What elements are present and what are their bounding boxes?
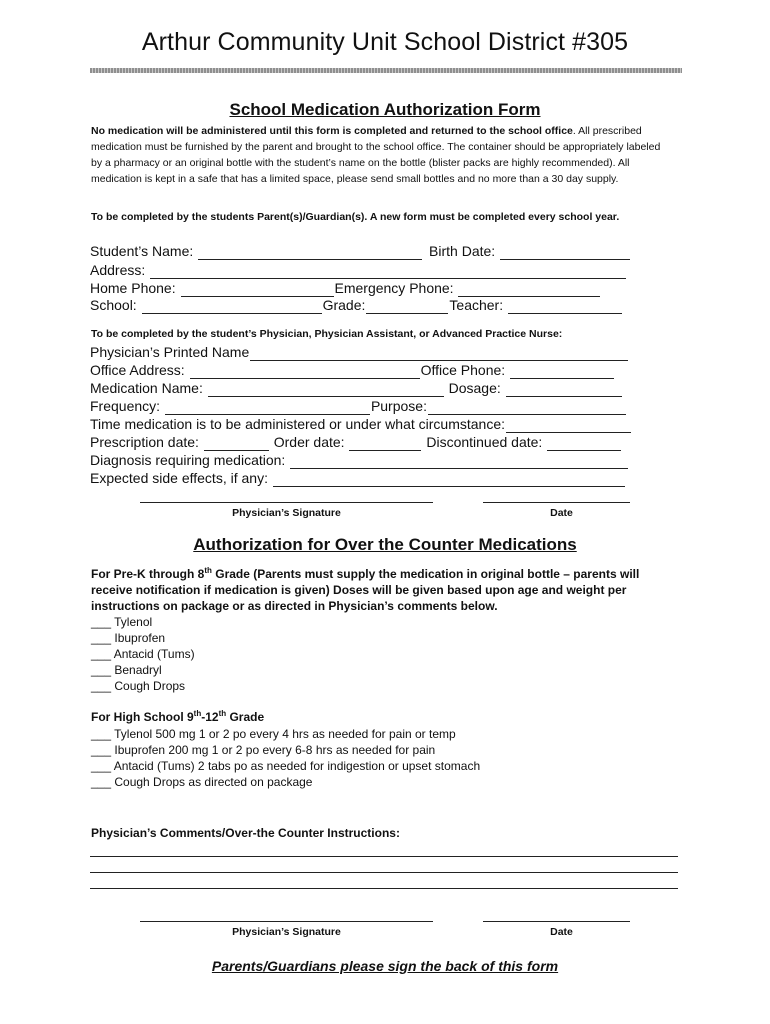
hs-item-ibuprofen[interactable]: ___ Ibuprofen 200 mg 1 or 2 po every 6-8 hrs as needed for pain: [91, 743, 436, 757]
prek-sup: th: [204, 566, 212, 575]
medication-row: [90, 379, 630, 397]
dates-row: [90, 433, 630, 451]
otc-item-cough-drops[interactable]: ___ Cough Drops: [91, 679, 186, 693]
frequency-row: [90, 397, 630, 415]
home-phone-field[interactable]: [181, 282, 334, 297]
side-effects-row: [90, 469, 630, 487]
teacher-label: Teacher:: [449, 297, 504, 313]
address-label: Address:: [90, 262, 146, 278]
comments-line[interactable]: [90, 888, 678, 889]
time-admin-field[interactable]: [506, 418, 631, 433]
office-phone-field[interactable]: [510, 364, 614, 379]
physician-name-field[interactable]: [250, 346, 628, 361]
form-title: School Medication Authorization Form: [229, 100, 541, 119]
footer-note: Parents/Guardians please sign the back of this form: [211, 958, 559, 974]
address-field[interactable]: [150, 264, 626, 279]
dosage-field[interactable]: [506, 382, 622, 397]
student-name-label: Student’s Name:: [90, 243, 194, 259]
otc-item-antacid[interactable]: ___ Antacid (Tums): [91, 647, 195, 661]
otc-signature-label: Physician’s Signature: [232, 926, 341, 938]
side-effects-label: Expected side effects, if any:: [90, 470, 268, 486]
school-field[interactable]: [142, 299, 322, 314]
diagnosis-label: Diagnosis requiring medication:: [90, 452, 286, 468]
student-name-field[interactable]: [198, 245, 422, 260]
prescription-date-label: Prescription date:: [90, 434, 199, 450]
physician-instruction: To be completed by the student’s Physician, Physician Assistant, or Advanced Practice Nurse:: [91, 328, 563, 340]
prek-pre: For Pre-K through 8: [91, 567, 205, 581]
grade-field[interactable]: [366, 299, 448, 314]
emergency-phone-field[interactable]: [458, 282, 600, 297]
physician-signature-line[interactable]: [140, 502, 433, 503]
intro-bold-text: No medication will be administered until this form is completed and returned to the school office: [91, 125, 573, 137]
hs-pre: For High School 9: [91, 710, 194, 724]
otc-item-ibuprofen[interactable]: ___ Ibuprofen: [91, 631, 166, 645]
medication-name-label: Medication Name:: [90, 380, 203, 396]
time-admin-label: Time medication is to be administered or under what circumstance:: [90, 416, 505, 432]
school-row: [90, 296, 630, 314]
hs-mid: -12: [201, 710, 219, 724]
district-title: Arthur Community Unit School District #305: [141, 28, 629, 56]
dosage-label: Dosage:: [448, 380, 501, 396]
hs-sup1: th: [193, 709, 202, 718]
discontinued-date-label: Discontinued date:: [426, 434, 543, 450]
otc-date-label: Date: [550, 926, 573, 938]
hs-post: Grade: [226, 710, 265, 724]
physician-name-row: [90, 343, 630, 361]
comments-heading: Physician’s Comments/Over-the Counter Instructions:: [91, 826, 400, 840]
office-phone-label: Office Phone:: [420, 362, 506, 378]
school-label: School:: [90, 297, 137, 313]
teacher-field[interactable]: [508, 299, 622, 314]
side-effects-field[interactable]: [273, 472, 625, 487]
office-address-label: Office Address:: [90, 362, 185, 378]
address-row: [90, 261, 630, 279]
frequency-field[interactable]: [165, 400, 370, 415]
hs-item-antacid[interactable]: ___ Antacid (Tums) 2 tabs po as needed for indigestion or upset stomach: [91, 759, 481, 773]
grade-label: Grade:: [322, 297, 366, 313]
otc-item-tylenol[interactable]: ___ Tylenol: [91, 615, 153, 629]
home-phone-label: Home Phone:: [90, 280, 176, 296]
otc-item-benadryl[interactable]: ___ Benadryl: [91, 663, 162, 677]
prek-post: Grade (Parents must supply the medication in original bottle – parents will receive notification if medication is given) Doses will be given based upon age and weight per instructions on package or as directed in Physician’s comments below.: [91, 567, 640, 613]
intro-rest-text: . All prescribed medication must be furnished by the parent and brought to the school office. The container should be appropriately labeled by a pharmacy or an original bottle with the student’s name on the bottle (blister packs are highly recommended). All medication is kept in a safe that has a limited space, please send small bottles and no more than a 30 day supply.: [91, 125, 661, 185]
physician-date-label: Date: [550, 507, 573, 519]
diagnosis-row: [90, 451, 630, 469]
hs-sup2: th: [218, 709, 227, 718]
otc-signature-line[interactable]: [140, 921, 433, 922]
physician-signature-label: Physician’s Signature: [232, 507, 341, 519]
phone-row: [90, 279, 630, 297]
prek-instructions: [91, 566, 681, 614]
time-admin-row: [90, 415, 630, 433]
birth-date-field[interactable]: [500, 245, 630, 260]
order-date-label: Order date:: [273, 434, 345, 450]
frequency-label: Frequency:: [90, 398, 161, 414]
comments-line[interactable]: [90, 856, 678, 857]
emergency-phone-label: Emergency Phone:: [334, 280, 454, 296]
physician-date-line[interactable]: [483, 502, 630, 503]
high-school-heading: [91, 710, 264, 724]
office-address-field[interactable]: [190, 364, 420, 379]
intro-paragraph: [91, 123, 671, 187]
order-date-field[interactable]: [349, 436, 421, 451]
student-name-row: [90, 242, 630, 260]
otc-date-line[interactable]: [483, 921, 630, 922]
discontinued-date-field[interactable]: [547, 436, 621, 451]
purpose-field[interactable]: [428, 400, 626, 415]
comments-line[interactable]: [90, 872, 678, 873]
diagnosis-field[interactable]: [290, 454, 628, 469]
hs-item-tylenol[interactable]: ___ Tylenol 500 mg 1 or 2 po every 4 hrs as needed for pain or temp: [91, 727, 456, 741]
parent-instruction: To be completed by the students Parent(s)/Guardian(s). A new form must be completed every school year.: [91, 211, 620, 223]
office-row: [90, 361, 630, 379]
physician-name-label: Physician’s Printed Name: [90, 344, 250, 360]
prescription-date-field[interactable]: [204, 436, 269, 451]
birth-date-label: Birth Date:: [429, 243, 496, 259]
medication-name-field[interactable]: [208, 382, 444, 397]
hs-item-cough-drops[interactable]: ___ Cough Drops as directed on package: [91, 775, 313, 789]
header-rule: [90, 68, 682, 73]
purpose-label: Purpose:: [370, 398, 427, 414]
otc-title: Authorization for Over the Counter Medications: [193, 535, 577, 554]
